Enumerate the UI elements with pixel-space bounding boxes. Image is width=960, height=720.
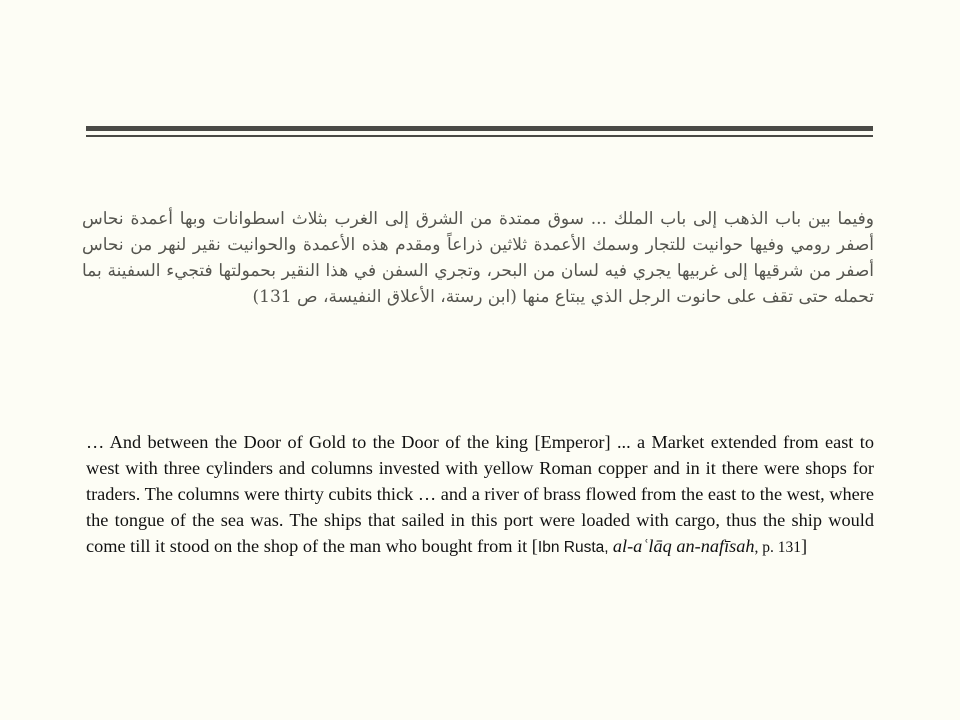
- arabic-quote: وفيما بين باب الذهب إلى باب الملك ... سوق ممتدة من الشرق إلى الغرب بثلاث اسطوانات وبها أعمدة نحاس أصفر رومي وفيها حوانيت للتجار وسمك الأعمدة ثلاثين ذراعاً ومقدم هذه الأعمدة والحوانيت نقير لنهر من نحاس أصفر من شرقيها إلى غربيها يجري فيه لسان من البحر، وتجري السفن في هذا النقير بحمولتها فتجيء السفينة بما تحمله حتى تقف على حانوت الرجل الذي يبتاع منها (ابن رستة، الأعلاق النفيسة، ص 131): [82, 209, 874, 307]
- english-translation: [86, 429, 874, 561]
- citation-closing-bracket: ]: [801, 536, 808, 556]
- english-translation-body: … And between the Door of Gold to the Door of the king [Emperor] ... a Market extended from east to west with three cylinders and columns invested with yellow Roman copper and in it there were shops for traders. The columns were thirty cubits thick … and a river of brass flowed from the east to the west, where the tongue of the sea was. The ships that sailed in this port were loaded with cargo, thus the ship would come till it stood on the shop of the man who bought from it [: [86, 432, 874, 556]
- header-rule-thick: [86, 126, 873, 131]
- citation-page: , p. 131: [754, 539, 802, 556]
- citation-title: al-aʿlāq an-nafīsah: [612, 536, 755, 556]
- header-rule-thin: [86, 135, 873, 137]
- citation-author: Ibn Rusta,: [537, 539, 613, 556]
